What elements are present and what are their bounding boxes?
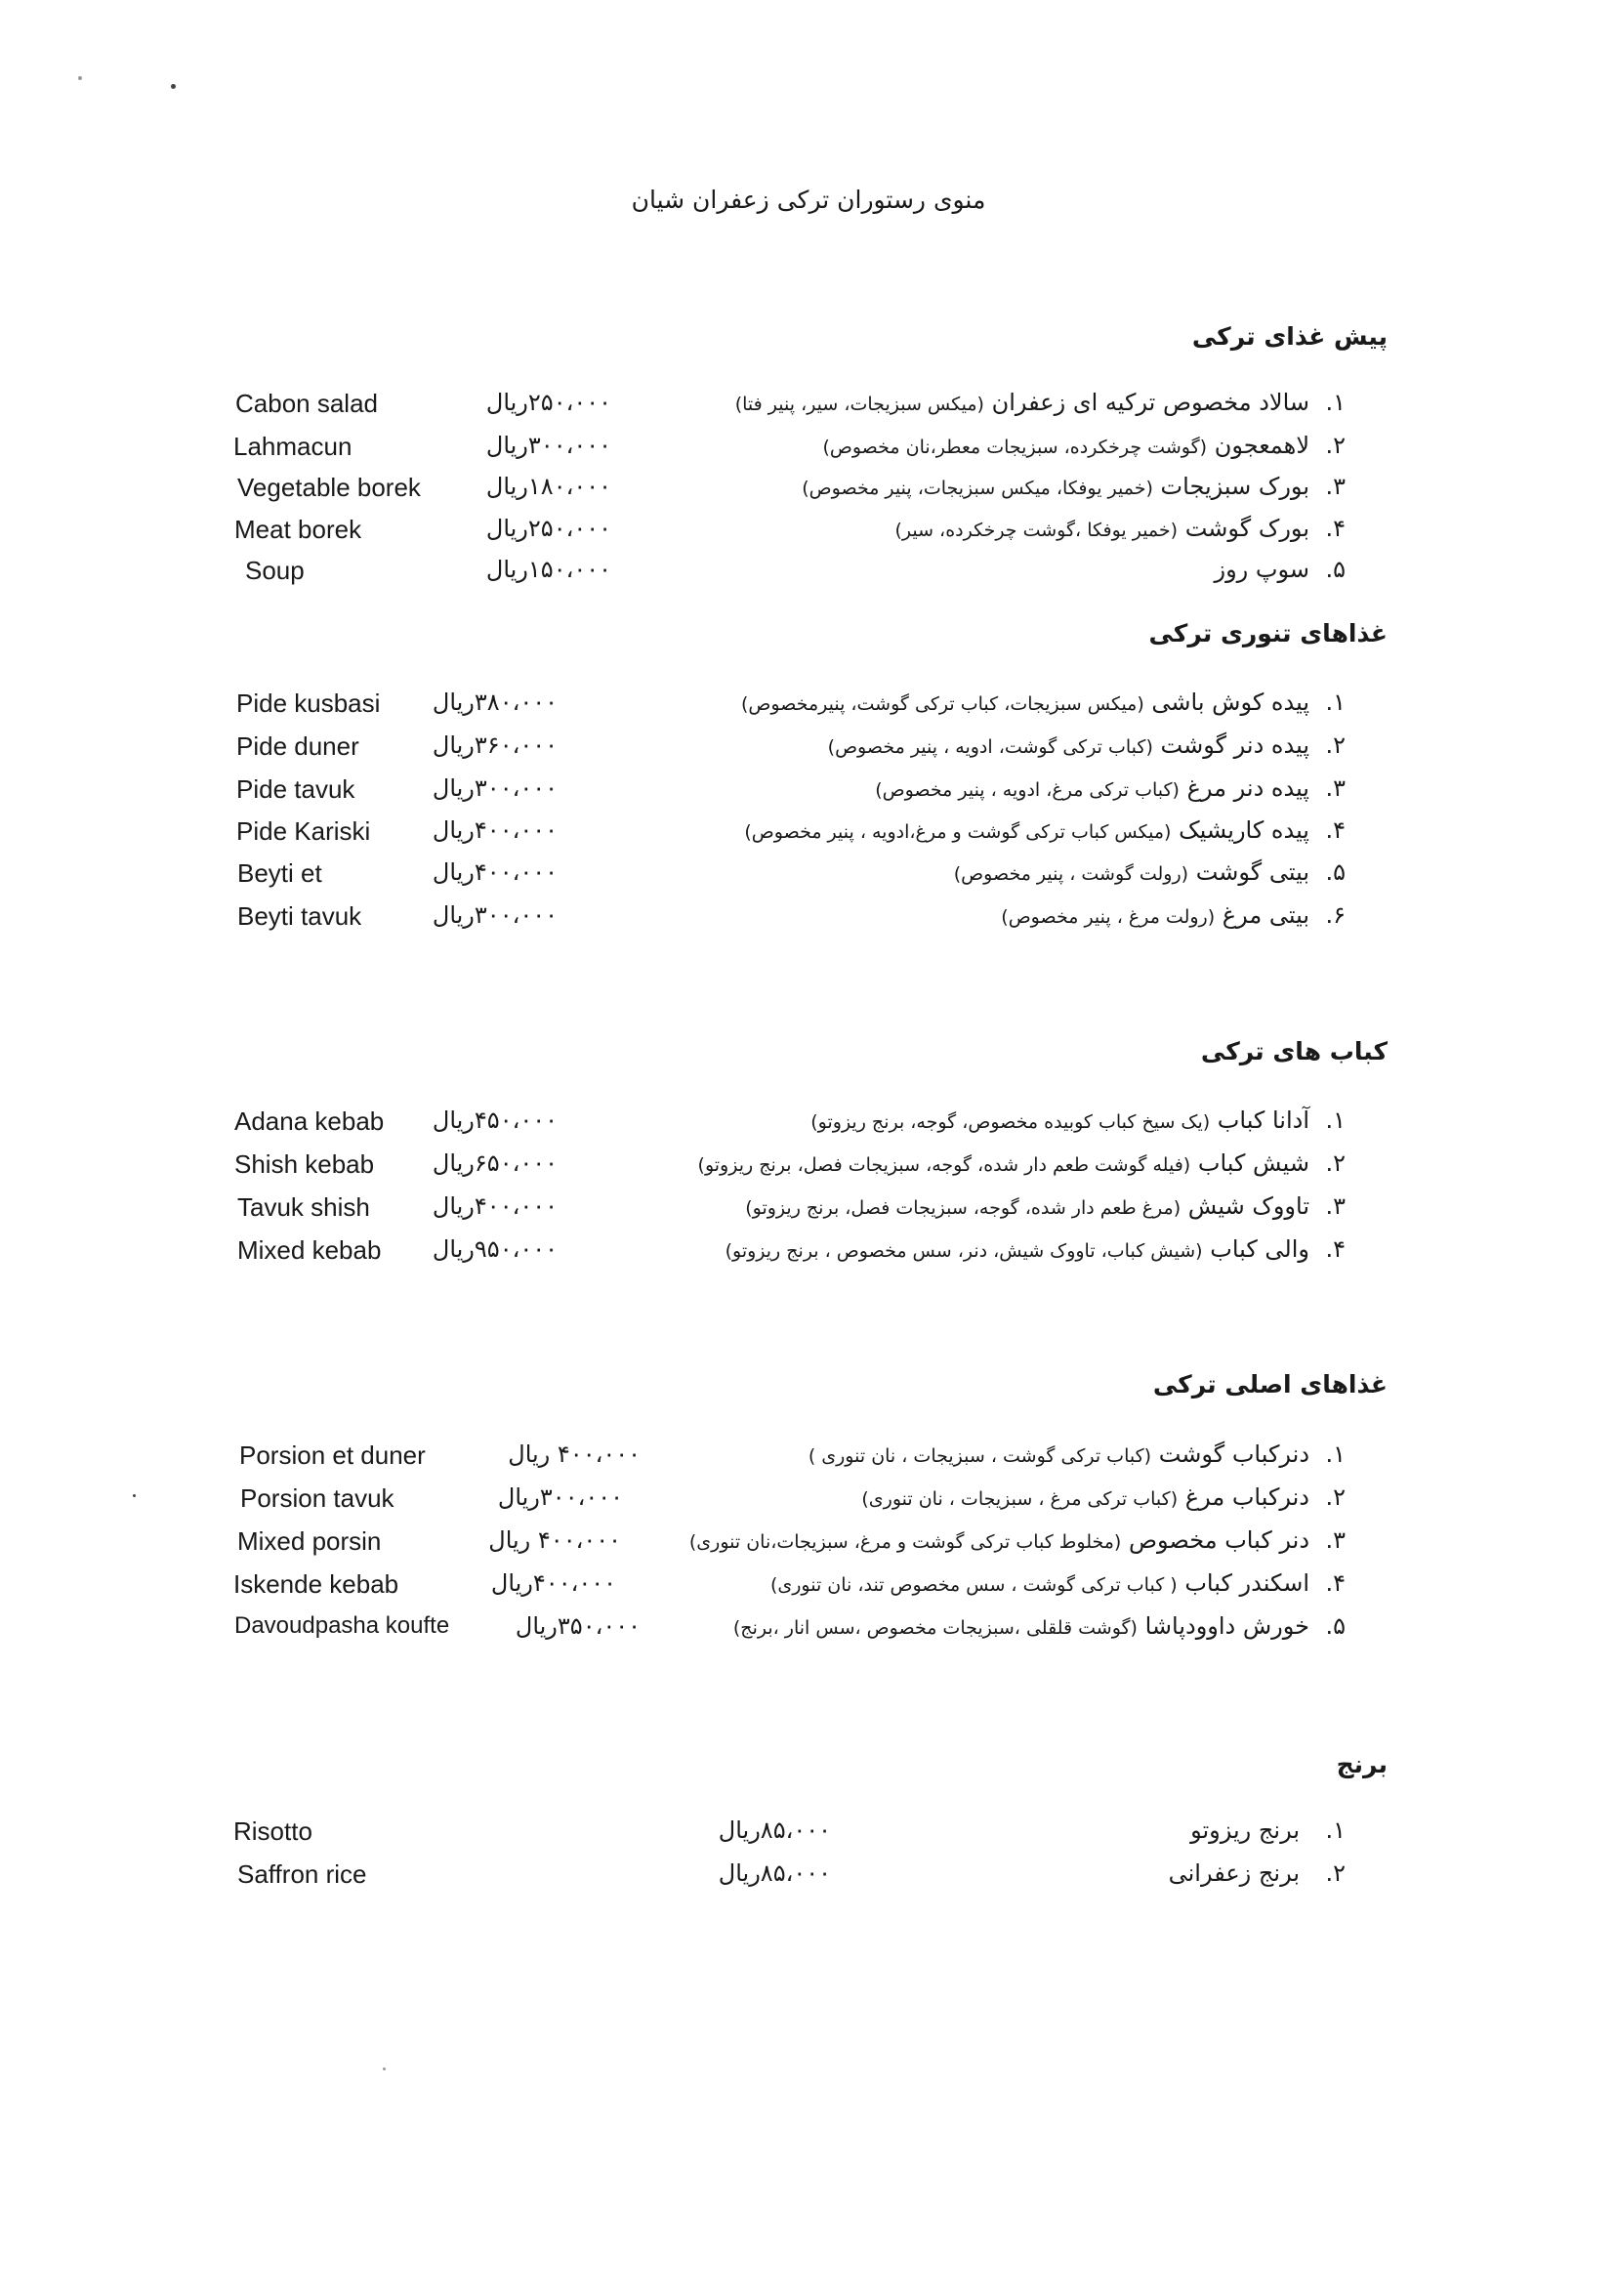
item-name-text: بیتی گوشت [1195, 858, 1309, 886]
item-description: (کباب ترکی گوشت ، سبزیجات ، نان تنوری ) [808, 1445, 1152, 1467]
item-number: ۳. [1325, 774, 1346, 802]
item-name-text: برنج زعفرانی [1168, 1859, 1300, 1887]
section-heading-appetizers: پیش غذای ترکی [1191, 322, 1388, 351]
item-name-fa [1169, 1859, 1300, 1887]
menu-item [0, 1569, 1617, 1608]
item-description: (خمیر یوفکا، میکس سبزیجات، پنیر مخصوص) [802, 478, 1153, 499]
item-name-fa [733, 1612, 1309, 1640]
item-name-text: بورک گوشت [1184, 515, 1309, 542]
item-name-en: Pide kusbasi [236, 689, 381, 718]
menu-item [0, 473, 1617, 512]
item-name-fa [828, 731, 1309, 759]
menu-item [0, 901, 1617, 940]
item-name-fa [745, 1192, 1309, 1220]
item-description: ( کباب ترکی گوشت ، سس مخصوص تند، نان تنوری) [769, 1574, 1178, 1596]
item-price: ۲۵۰،۰۰۰ریال [485, 515, 611, 542]
item-number: ۶. [1325, 901, 1346, 929]
item-number: ۲. [1325, 1149, 1346, 1177]
item-description: (گوشت قلقلی ،سبزیجات مخصوص ،سس انار ،برنج) [732, 1617, 1138, 1639]
menu-item [0, 1235, 1617, 1274]
item-description: (گوشت چرخکرده، سبزیجات معطر،نان مخصوص) [822, 437, 1208, 458]
section-heading-main-dishes: غذاهای اصلی ترکی [1152, 1370, 1388, 1398]
item-number: ۴. [1325, 1235, 1346, 1263]
item-name-fa [735, 389, 1309, 416]
item-price: ۳۶۰،۰۰۰ریال [432, 731, 558, 759]
item-name-en: Mixed porsin [237, 1526, 382, 1556]
menu-item [0, 1816, 1617, 1856]
item-name-fa [802, 473, 1309, 500]
item-price: ۸۵،۰۰۰ریال [718, 1859, 831, 1887]
item-description: (مخلوط کباب ترکی گوشت و مرغ، سبزیجات،نان تنوری) [688, 1531, 1122, 1553]
item-name-en: Risotto [233, 1816, 312, 1846]
item-name-fa [875, 774, 1309, 802]
item-name-text: سالاد مخصوص ترکیه ای زعفران [991, 389, 1309, 416]
item-name-text: شیش کباب [1197, 1149, 1309, 1177]
item-number: ۲. [1325, 1483, 1346, 1511]
item-number: ۱. [1325, 1440, 1346, 1468]
item-name-en: Iskende kebab [233, 1569, 399, 1599]
item-name-en: Cabon salad [235, 389, 378, 418]
item-description: (میکس کباب ترکی گوشت و مرغ،ادویه ، پنیر مخصوص) [744, 821, 1172, 843]
menu-item [0, 515, 1617, 554]
section-heading-oven-dishes: غذاهای تنوری ترکی [1148, 619, 1388, 647]
item-name-fa [1001, 901, 1309, 929]
menu-item [0, 1106, 1617, 1146]
section-heading-kebabs: کباب های ترکی [1200, 1037, 1388, 1065]
item-name-text: لاهمعجون [1214, 432, 1309, 459]
item-description: (میکس سبزیجات، سیر، پنیر فتا) [734, 394, 984, 415]
item-description: (میکس سبزیجات، کباب ترکی گوشت، پنیرمخصوص) [741, 693, 1144, 715]
item-price: ۴۰۰،۰۰۰ریال [432, 1192, 558, 1220]
item-name-fa [698, 1149, 1309, 1177]
item-name-en: Lahmacun [233, 432, 352, 461]
scan-speck [171, 84, 176, 89]
item-number: ۱. [1325, 1816, 1346, 1844]
item-price: ۴۵۰،۰۰۰ریال [432, 1106, 558, 1134]
item-description: (فیله گوشت طعم دار شده، گوجه، سبزیجات فصل، برنج ریزوتو) [697, 1154, 1191, 1176]
item-name-en: Pide Kariski [236, 816, 371, 846]
item-name-en: Shish kebab [234, 1149, 375, 1179]
item-price: ۳۵۰،۰۰۰ریال [515, 1612, 641, 1640]
item-name-text: پیده کاریشیک [1179, 816, 1309, 844]
menu-item [0, 858, 1617, 898]
item-price: ۴۰۰،۰۰۰ریال [432, 858, 558, 886]
item-name-en: Davoudpasha koufte [234, 1612, 450, 1639]
item-name-fa [808, 1440, 1309, 1468]
item-name-text: بیتی مرغ [1222, 901, 1309, 929]
item-name-text: سوپ روز [1214, 556, 1309, 583]
item-name-text: برنج ریزوتو [1190, 1816, 1300, 1844]
menu-item [0, 389, 1617, 428]
item-number: ۲. [1325, 432, 1346, 459]
item-name-text: اسکندر کباب [1184, 1569, 1309, 1597]
item-number: ۴. [1325, 515, 1346, 542]
item-name-text: دنرکباب گوشت [1158, 1440, 1309, 1468]
item-name-fa [689, 1526, 1309, 1554]
menu-item [0, 731, 1617, 771]
item-name-en: Beyti et [237, 858, 322, 888]
item-description: (کباب ترکی گوشت، ادویه ، پنیر مخصوص) [827, 736, 1153, 758]
item-number: ۳. [1325, 1526, 1346, 1554]
item-name-fa [822, 432, 1309, 459]
item-name-en: Vegetable borek [237, 473, 421, 502]
item-description: (رولت گوشت ، پنیر مخصوص) [953, 863, 1189, 885]
item-price: ۳۰۰،۰۰۰ریال [432, 901, 558, 929]
item-name-en: Mixed kebab [237, 1235, 382, 1265]
scan-speck [383, 2067, 386, 2070]
item-name-text: پیده کوش باشی [1151, 689, 1309, 716]
menu-item [0, 1859, 1617, 1899]
menu-item [0, 1612, 1617, 1651]
item-name-fa [954, 858, 1309, 886]
menu-item [0, 774, 1617, 814]
item-description: (شیش کباب، تاووک شیش، دنر، سس مخصوص ، برنج ریزوتو) [725, 1240, 1203, 1262]
menu-title: منوی رستوران ترکی زعفران شیان [631, 186, 986, 214]
item-name-fa [1215, 556, 1310, 583]
item-number: ۲. [1325, 1859, 1346, 1887]
item-name-text: خورش داوودپاشا [1144, 1612, 1309, 1640]
scan-speck [133, 1494, 136, 1497]
section-heading-rice: برنج [1336, 1750, 1388, 1778]
menu-item [0, 1192, 1617, 1231]
item-description: (خمیر یوفکا ،گوشت چرخکرده، سیر) [894, 520, 1179, 541]
item-price: ۹۵۰،۰۰۰ریال [432, 1235, 558, 1263]
item-price: ۴۰۰،۰۰۰ ریال [488, 1526, 621, 1554]
item-name-fa [726, 1235, 1309, 1263]
item-number: ۴. [1325, 816, 1346, 844]
item-name-en: Porsion tavuk [240, 1483, 394, 1513]
item-number: ۵. [1325, 858, 1346, 886]
item-price: ۲۵۰،۰۰۰ریال [485, 389, 611, 416]
item-name-en: Pide duner [236, 731, 359, 761]
item-name-en: Saffron rice [237, 1859, 367, 1889]
menu-item [0, 432, 1617, 471]
item-description: (کباب ترکی مرغ، ادویه ، پنیر مخصوص) [875, 779, 1180, 801]
scan-speck [78, 76, 82, 80]
item-number: ۱. [1325, 389, 1346, 416]
item-number: ۱. [1325, 1106, 1346, 1134]
item-price: ۱۸۰،۰۰۰ریال [485, 473, 611, 500]
item-description: (یک سیخ کباب کوبیده مخصوص، گوجه، برنج ریزوتو) [810, 1111, 1211, 1133]
item-name-en: Tavuk shish [237, 1192, 370, 1222]
item-name-fa [894, 515, 1309, 542]
item-number: ۴. [1325, 1569, 1346, 1597]
item-price: ۸۵،۰۰۰ریال [718, 1816, 831, 1844]
item-description: (کباب ترکی مرغ ، سبزیجات ، نان تنوری) [861, 1488, 1179, 1510]
item-number: ۵. [1325, 556, 1346, 583]
item-name-fa [861, 1483, 1309, 1511]
item-name-fa [741, 689, 1309, 716]
item-name-en: Beyti tavuk [237, 901, 362, 931]
item-number: ۵. [1325, 1612, 1346, 1640]
item-name-text: پیده دنر مرغ [1186, 774, 1309, 802]
menu-item [0, 816, 1617, 856]
item-price: ۶۵۰،۰۰۰ریال [432, 1149, 558, 1177]
item-name-text: دنرکباب مرغ [1184, 1483, 1309, 1511]
item-price: ۳۰۰،۰۰۰ریال [485, 432, 611, 459]
item-number: ۱. [1325, 689, 1346, 716]
item-name-text: آدانا کباب [1217, 1106, 1309, 1134]
item-price: ۴۰۰،۰۰۰ریال [490, 1569, 616, 1597]
item-name-en: Adana kebab [234, 1106, 385, 1136]
item-number: ۳. [1325, 473, 1346, 500]
item-price: ۴۰۰،۰۰۰ریال [432, 816, 558, 844]
item-price: ۴۰۰،۰۰۰ ریال [508, 1440, 641, 1468]
item-description: (رولت مرغ ، پنیر مخصوص) [1001, 906, 1216, 928]
item-price: ۳۰۰،۰۰۰ریال [497, 1483, 623, 1511]
item-name-en: Pide tavuk [236, 774, 355, 804]
menu-item [0, 1526, 1617, 1565]
menu-item [0, 1149, 1617, 1189]
item-price: ۳۸۰،۰۰۰ریال [432, 689, 558, 716]
item-name-text: والی کباب [1210, 1235, 1309, 1263]
item-description: (مرغ طعم دار شده، گوجه، سبزیجات فصل، برنج ریزوتو) [745, 1197, 1182, 1219]
item-name-en: Porsion et duner [239, 1440, 426, 1470]
item-number: ۳. [1325, 1192, 1346, 1220]
item-name-text: پیده دنر گوشت [1160, 731, 1309, 759]
menu-item [0, 1483, 1617, 1523]
item-name-fa [744, 816, 1309, 844]
item-name-text: بورک سبزیجات [1160, 473, 1309, 500]
item-name-fa [810, 1106, 1309, 1134]
item-name-en: Soup [245, 556, 305, 585]
menu-item [0, 1440, 1617, 1480]
item-name-text: دنر کباب مخصوص [1128, 1526, 1309, 1554]
item-name-text: تاووک شیش [1187, 1192, 1309, 1220]
item-name-en: Meat borek [234, 515, 362, 544]
item-name-fa [1190, 1816, 1300, 1844]
menu-item [0, 689, 1617, 728]
menu-item [0, 556, 1617, 595]
item-number: ۲. [1325, 731, 1346, 759]
item-name-fa [770, 1569, 1309, 1597]
item-price: ۱۵۰،۰۰۰ریال [485, 556, 611, 583]
item-price: ۳۰۰،۰۰۰ریال [432, 774, 558, 802]
